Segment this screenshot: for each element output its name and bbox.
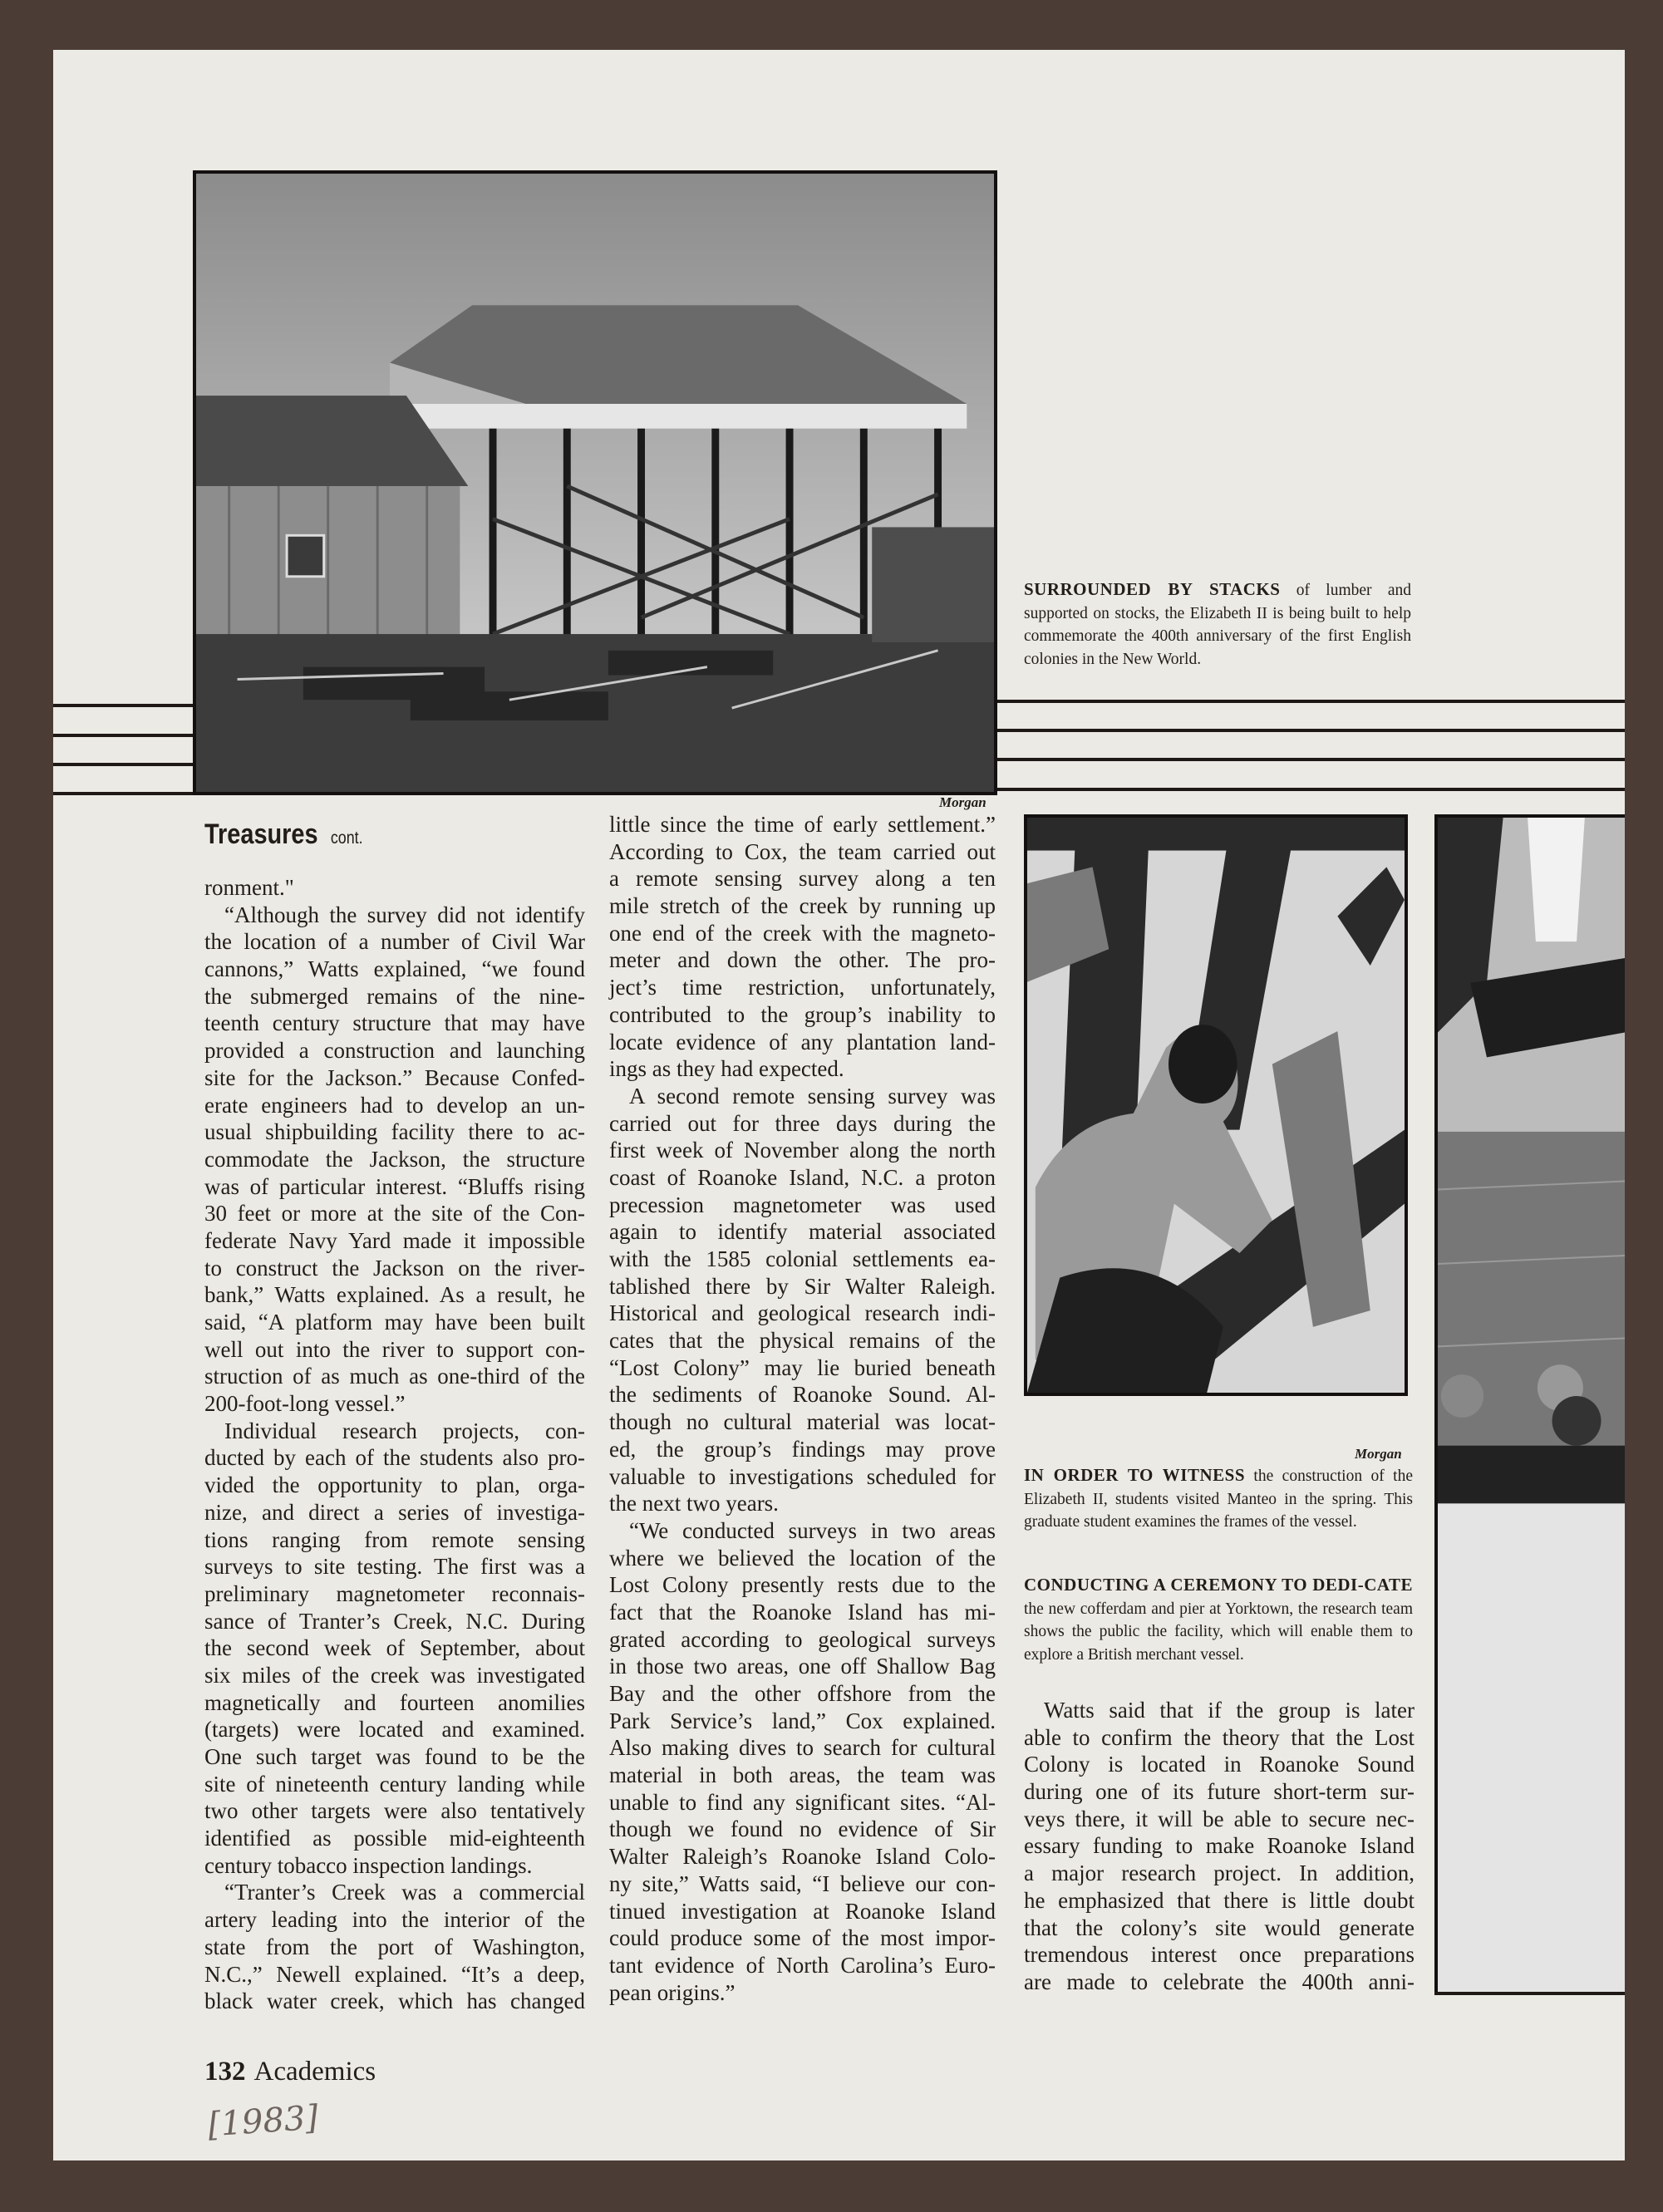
article-column-3: [1024, 1697, 1415, 1996]
rule-right: [996, 758, 1625, 761]
text-line: grated according to geological surveys: [609, 1626, 996, 1652]
text-line: the sediments of Roanoke Sound. Al-: [609, 1382, 996, 1408]
text-line: that the colony’s site would generate: [1024, 1915, 1415, 1940]
text-line: mile stretch of the creek by running up: [609, 893, 996, 919]
text-line: “Lost Colony” may lie buried beneath: [609, 1354, 996, 1380]
text-line: bank,” Watts explained. As a result, he: [204, 1282, 585, 1308]
text-line: to construct the Jackson on the river-: [204, 1255, 585, 1281]
text-line: first week of November along the north: [609, 1138, 996, 1163]
text-line: with the 1585 colonial settlements ea-: [609, 1246, 996, 1271]
caption-lead: SURROUNDED BY STACKS: [1024, 579, 1281, 599]
page-number: 132: [204, 2057, 246, 2087]
text-line: are made to celebrate the 400th anni-: [1024, 1969, 1415, 1994]
photo-credit: Morgan: [1355, 1446, 1402, 1462]
text-line: one end of the creek with the magneto-: [609, 920, 996, 946]
text-line: ducted by each of the students also pro-: [204, 1445, 585, 1471]
text-line: tinued investigation at Roanoke Island: [609, 1898, 996, 1924]
caption-text: the construction of the Elizabeth II, students visited Manteo in the spring. This graduate student examines the frames of the vessel.: [1024, 1467, 1413, 1531]
text-line: contributed to the group’s inability to: [609, 1001, 996, 1027]
text-line: Walter Raleigh’s Roanoke Island Colo-: [609, 1844, 996, 1870]
text-line: six miles of the creek was investigated: [204, 1662, 585, 1688]
text-line: “Although the survey did not identify: [224, 902, 585, 927]
text-line: tablished there by Sir Walter Raleigh.: [609, 1273, 996, 1299]
text-line: valuable to investigations scheduled for: [609, 1463, 996, 1489]
text-line: Individual research projects, con-: [224, 1418, 585, 1443]
ceremony-photo: [1434, 814, 1625, 1995]
rule-left: [53, 734, 196, 737]
rule-right: [996, 788, 1625, 791]
rule-right: [996, 729, 1625, 732]
text-line: ronment.": [204, 875, 294, 900]
text-line: a major research project. In addition,: [1024, 1861, 1415, 1886]
text-line: again to identify material associated: [609, 1219, 996, 1245]
text-line: ed, the group’s findings may prove: [609, 1436, 996, 1462]
text-line: though we found no evidence of Sir: [609, 1816, 996, 1842]
text-line: site for the Jackson.” Because Confed-: [204, 1064, 585, 1090]
caption-conducting-ceremony: [1024, 1574, 1413, 1666]
heading-title: Treasures: [204, 818, 318, 850]
caption-text: the new cofferdam and pier at Yorktown, the research team shows the public the facility, which will enable them to explore a British merchant vessel.: [1024, 1600, 1413, 1664]
text-line: was of particular interest. “Bluffs rising: [204, 1173, 585, 1199]
text-line: N.C.,” Newell explained. “It’s a deep,: [204, 1961, 585, 1987]
section-name: Academics: [253, 2057, 376, 2087]
caption-text: of lumber and supported on stocks, the Elizabeth II is being built to help commemorate the 400th anniversary of the first English colonies in the New World.: [1024, 582, 1411, 668]
text-line: tions ranging from remote sensing: [204, 1526, 585, 1552]
text-line: surveys to site testing. The first was a: [204, 1554, 585, 1580]
text-line: Lost Colony presently rests due to the: [609, 1572, 996, 1598]
text-line: 30 feet or more at the site of the Con-: [204, 1201, 585, 1226]
text-line: locate evidence of any plantation land-: [609, 1029, 996, 1054]
text-line: “Tranter’s Creek was a commercial: [224, 1880, 585, 1905]
text-line: 200-foot-long vessel.”: [204, 1391, 406, 1417]
article-heading: [204, 818, 363, 851]
text-line: nize, and direct a series of investiga-: [204, 1499, 585, 1525]
rule-left: [53, 792, 196, 795]
text-line: meter and down the other. The pro-: [609, 947, 996, 973]
text-line: (targets) were located and examined.: [204, 1717, 585, 1743]
article-column-1: [204, 874, 585, 2015]
text-line: Watts said that if the group is later: [1044, 1698, 1415, 1723]
text-line: cannons,” Watts explained, “we found: [204, 956, 585, 982]
caption-surrounded-by-stacks: [1024, 578, 1411, 671]
caption-in-order-to-witness: [1024, 1464, 1413, 1534]
text-line: tant evidence of North Carolina’s Euro-: [609, 1952, 996, 1978]
text-line: black water creek, which has changed: [204, 1988, 585, 2014]
rule-right: [996, 700, 1625, 703]
text-line: “We conducted surveys in two areas: [629, 1517, 996, 1543]
page-footer: [204, 2057, 376, 2087]
student-examining-frames-photo: [1024, 814, 1408, 1396]
heading-cont: cont.: [330, 828, 363, 848]
text-line: the next two years.: [609, 1491, 779, 1516]
photo-bottom-rule: [1434, 1992, 1625, 1995]
text-line: precession magnetometer was used: [609, 1192, 996, 1217]
text-line: he emphasized that there is little doubt: [1024, 1887, 1415, 1913]
text-line: could produce some of the most impor-: [609, 1925, 996, 1951]
text-line: Colony is located in Roanoke Sound: [1024, 1752, 1415, 1777]
text-line: century tobacco inspection landings.: [204, 1852, 533, 1878]
text-line: though no cultural material was locat-: [609, 1409, 996, 1435]
text-line: cates that the physical remains of the: [609, 1328, 996, 1354]
text-line: coast of Roanoke Island, N.C. a proton: [609, 1164, 996, 1190]
text-line: A second remote sensing survey was: [629, 1083, 996, 1108]
text-line: sance of Tranter’s Creek, N.C. During: [204, 1608, 585, 1634]
text-line: essary funding to make Roanoke Island: [1024, 1833, 1415, 1859]
photo-credit: Morgan: [939, 794, 986, 810]
text-line: able to confirm the theory that the Lost: [1024, 1724, 1415, 1750]
text-line: two other targets were also tentatively: [204, 1798, 585, 1824]
text-line: struction of as much as one-third of the: [204, 1364, 585, 1389]
text-line: fact that the Roanoke Island has mi-: [609, 1599, 996, 1625]
rule-left: [53, 763, 196, 766]
text-line: According to Cox, the team carried out: [609, 838, 996, 864]
text-line: vided the opportunity to plan, orga-: [204, 1472, 585, 1498]
text-line: commodate the Jackson, the structure: [204, 1146, 585, 1172]
text-line: site of nineteenth century landing while: [204, 1771, 585, 1797]
text-line: federate Navy Yard made it impossible: [204, 1227, 585, 1253]
text-line: little since the time of early settlement.”: [609, 812, 996, 837]
text-line: magnetically and fourteen anomilies: [204, 1689, 585, 1715]
text-line: unable to find any significant sites. “Al-: [609, 1789, 996, 1815]
text-line: said, “A platform may have been built: [204, 1310, 585, 1335]
text-line: usual shipbuilding facility there to ac-: [204, 1119, 585, 1145]
text-line: in those two areas, one off Shallow Bag: [609, 1654, 996, 1679]
text-line: veys there, it will be able to secure nec-: [1024, 1806, 1415, 1831]
text-line: provided a construction and launching: [204, 1038, 585, 1064]
caption-lead: CONDUCTING A CEREMONY TO DEDI-CATE: [1024, 1575, 1413, 1595]
text-line: ject’s time restriction, unfortunately,: [609, 975, 996, 1000]
text-line: the second week of September, about: [204, 1635, 585, 1661]
text-line: Park Service’s land,” Cox explained.: [609, 1708, 996, 1733]
caption-lead: IN ORDER TO WITNESS: [1024, 1465, 1245, 1485]
shipbuilding-shed-photo: [193, 170, 997, 795]
text-line: erate engineers had to develop an un-: [204, 1092, 585, 1118]
text-line: well out into the river to support con-: [204, 1336, 585, 1362]
text-line: where we believed the location of the: [609, 1545, 996, 1571]
text-line: a remote sensing survey along a ten: [609, 866, 996, 892]
text-line: tremendous interest once preparations: [1024, 1942, 1415, 1968]
text-line: the location of a number of Civil War: [204, 929, 585, 955]
text-line: preliminary magnetometer reconnais-: [204, 1580, 585, 1606]
rule-left: [53, 704, 196, 707]
text-line: ings as they had expected.: [609, 1056, 844, 1082]
text-line: Historical and geological research indi-: [609, 1300, 996, 1326]
text-line: the submerged remains of the nine-: [204, 983, 585, 1009]
text-line: Bay and the other offshore from the: [609, 1681, 996, 1706]
text-line: One such target was found to be the: [204, 1744, 585, 1769]
text-line: ny site,” Watts said, “I believe our con-: [609, 1870, 996, 1896]
text-line: during one of its future short-term sur-: [1024, 1779, 1415, 1805]
text-line: material in both areas, the team was: [609, 1762, 996, 1788]
text-line: carried out for three days during the: [609, 1110, 996, 1136]
text-line: artery leading into the interior of the: [204, 1907, 585, 1933]
text-line: identified as possible mid-eighteenth: [204, 1826, 585, 1851]
text-line: Also making dives to search for cultural: [609, 1735, 996, 1761]
text-line: pean origins.”: [609, 1979, 736, 2005]
handwritten-year: [1983]: [206, 2098, 320, 2145]
text-line: teenth century structure that may have: [204, 1010, 585, 1036]
text-line: state from the port of Washington,: [204, 1934, 585, 1959]
article-column-2: [609, 811, 996, 2006]
